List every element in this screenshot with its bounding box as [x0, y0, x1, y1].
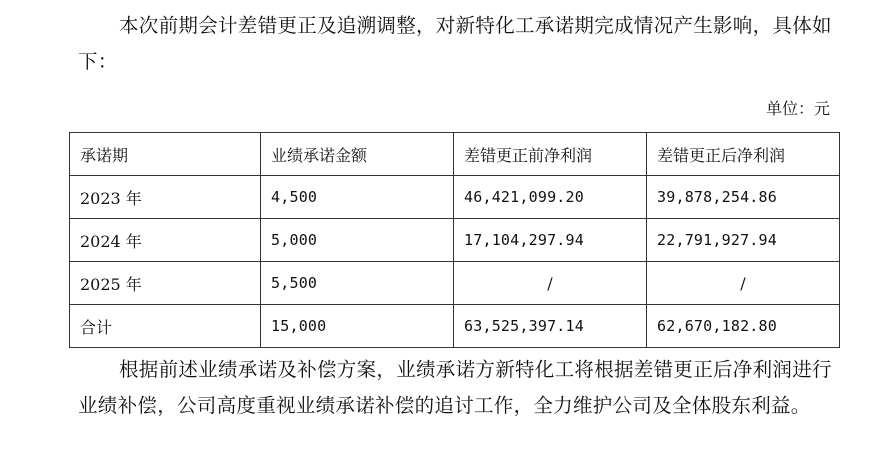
- intro-paragraph: 本次前期会计差错更正及追溯调整，对新特化工承诺期完成情况产生影响，具体如下：: [78, 14, 832, 73]
- cell-profit-before: /: [454, 262, 647, 305]
- table-row: [70, 219, 840, 262]
- closing-paragraph: 根据前述业绩承诺及补偿方案，业绩承诺方新特化工将根据差错更正后净利润进行业绩补偿，公司高度重视业绩承诺补偿的追讨工作，全力维护公司及全体股东利益。: [78, 358, 832, 417]
- header-net-profit-after-correction: 差错更正后净利润: [647, 133, 840, 176]
- header-commitment-period: 承诺期: [70, 133, 261, 176]
- cell-period: 2023 年: [70, 176, 261, 219]
- cell-commitment-amount: 5,500: [261, 262, 454, 305]
- table-row: [70, 262, 840, 305]
- cell-period: 2025 年: [70, 262, 261, 305]
- cell-commitment-amount: 4,500: [261, 176, 454, 219]
- cell-commitment-amount: 5,000: [261, 219, 454, 262]
- performance-commitment-table: [69, 132, 840, 348]
- cell-profit-after: /: [647, 262, 840, 305]
- table-header-row: [70, 133, 840, 176]
- table-total-row: [70, 305, 840, 348]
- cell-profit-after: 39,878,254.86: [647, 176, 840, 219]
- cell-profit-before: 17,104,297.94: [454, 219, 647, 262]
- unit-label: 单位：元: [765, 99, 830, 118]
- table-row: [70, 176, 840, 219]
- cell-period: 2024 年: [70, 219, 261, 262]
- cell-total-commitment-amount: 15,000: [261, 305, 454, 348]
- cell-profit-before: 46,421,099.20: [454, 176, 647, 219]
- cell-profit-after: 22,791,927.94: [647, 219, 840, 262]
- cell-total-label: 合计: [70, 305, 261, 348]
- cell-total-profit-before: 63,525,397.14: [454, 305, 647, 348]
- header-commitment-amount: 业绩承诺金额: [261, 133, 454, 176]
- cell-total-profit-after: 62,670,182.80: [647, 305, 840, 348]
- header-net-profit-before-correction: 差错更正前净利润: [454, 133, 647, 176]
